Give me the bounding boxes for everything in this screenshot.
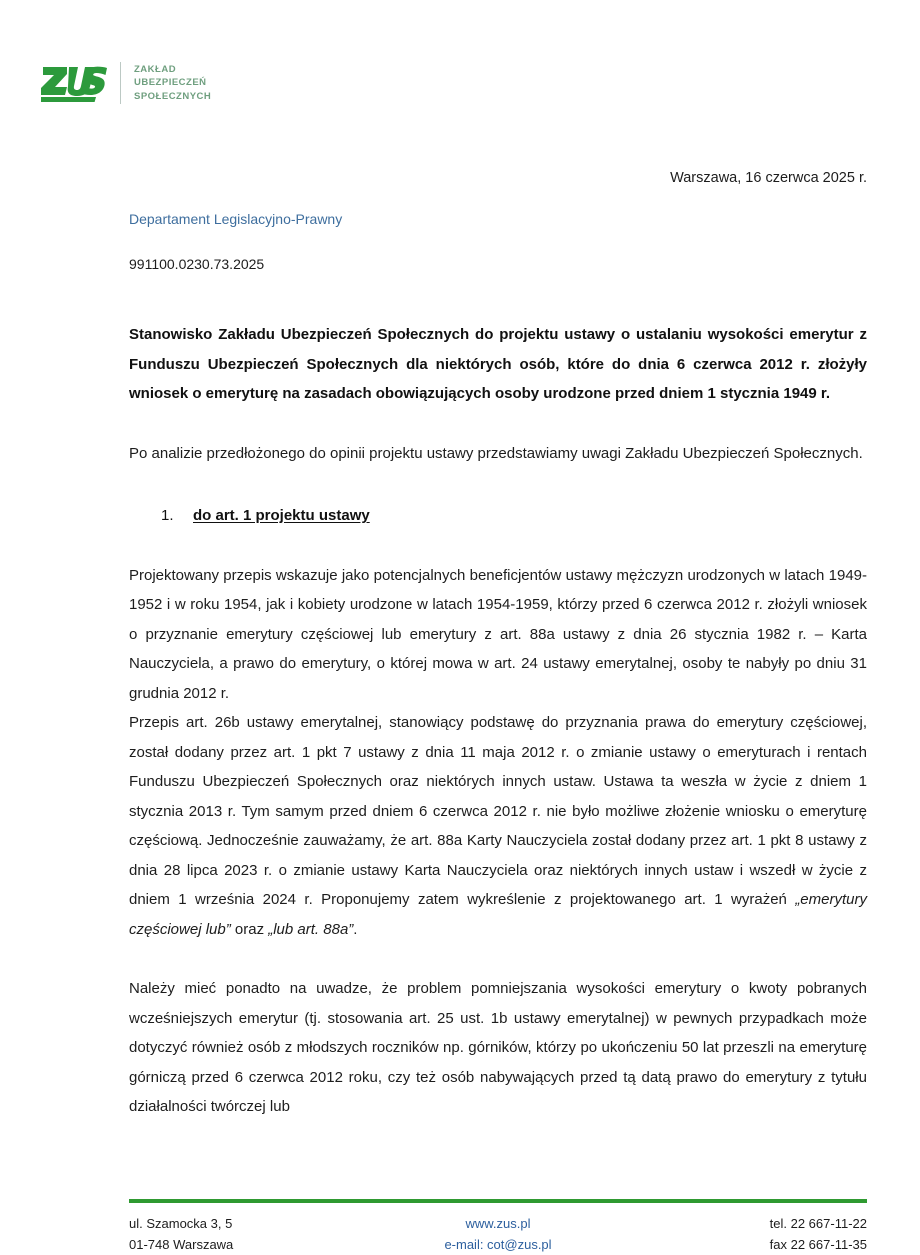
- tagline-line-2: UBEZPIECZEŃ: [134, 77, 207, 89]
- footer-phone: tel. 22 667-11-22: [769, 1216, 867, 1231]
- department-line: Departament Legislacyjno-Prawny: [129, 211, 343, 227]
- footer-divider: [129, 1199, 867, 1203]
- section-label: do art. 1 projektu ustawy: [193, 507, 370, 524]
- footer-fax: fax 22 667-11-35: [769, 1237, 867, 1252]
- document-content: [129, 0, 867, 1122]
- date-line: Warszawa, 16 czerwca 2025 r.: [670, 170, 867, 186]
- footer-address: [129, 1213, 375, 1255]
- reference-number: 991100.0230.73.2025: [129, 256, 265, 272]
- footer-address-city: 01-748 Warszawa: [129, 1237, 234, 1252]
- section-heading-1: [161, 501, 867, 531]
- body-paragraph-2: [129, 708, 867, 944]
- paragraph-2-text-c: .: [353, 920, 358, 938]
- footer-web: [375, 1213, 621, 1255]
- paragraph-2-quote-1: „emerytury częściowej lub”: [129, 891, 867, 938]
- page-footer: [129, 1199, 867, 1255]
- footer-columns: [129, 1213, 867, 1255]
- paragraph-2-text-b: oraz: [230, 920, 269, 938]
- footer-contact: [621, 1213, 867, 1255]
- page-title: Stanowisko Zakładu Ubezpieczeń Społecznych do projektu ustawy o ustalaniu wysokości emerytur z Funduszu Ubezpieczeń Społecznych dla niektórych osób, które do dnia 6 czerwca 2012 r. złożyły wniosek o emeryturę na zasadach obowiązujących osoby urodzone przed dniem 1 stycznia 1949 r.: [129, 326, 867, 402]
- zus-logo-icon: [40, 62, 108, 104]
- footer-website-link[interactable]: www.zus.pl: [465, 1216, 531, 1231]
- footer-address-street: ul. Szamocka 3, 5: [129, 1216, 233, 1231]
- body-paragraph-3: Należy mieć ponadto na uwadze, że problem pomniejszania wysokości emerytury o kwoty pobranych wcześniejszych emerytur (tj. stosowania art. 25 ust. 1b ustawy emerytalnej) w pewnych przypadkach może dotyczyć również osób z młodszych roczników np. górników, którzy po ukończeniu 50 lat przeszli na emeryturę górniczą przed 6 czerwca 2012 roku, czy też osób nabywających przed tą datą prawo do emerytury z tytułu działalności twórczej lub: [129, 980, 867, 1115]
- section-number: 1.: [161, 507, 174, 524]
- paragraph-2-quote-2: „lub art. 88a”: [268, 920, 354, 938]
- intro-paragraph: Po analizie przedłożonego do opinii projektu ustawy przedstawiamy uwagi Zakładu Ubezpieczeń Społecznych.: [129, 444, 863, 462]
- tagline-line-3: SPOŁECZNYCH: [134, 90, 212, 102]
- letterhead-divider: [120, 62, 121, 104]
- paragraph-2-text-a: Przepis art. 26b ustawy emerytalnej, stanowiący podstawę do przyznania prawa do emerytury częściowej, został dodany przez art. 1 pkt 7 ustawy z dnia 11 maja 2012 r. o zmianie ustawy o emeryturach i rentach Funduszu Ubezpieczeń Społecznych oraz niektórych innych ustaw. Ustawa ta weszła w życie z dniem 1 stycznia 2013 r. Tym samym przed dniem 6 czerwca 2012 r. nie było możliwe złożenie wniosku o emeryturę częściową. Jednocześnie zauważamy, że art. 88a Karty Nauczyciela został dodany przez art. 1 pkt 8 ustawy z dnia 28 lipca 2023 r. o zmianie ustawy Karta Nauczyciela oraz niektórych innych ustaw i wszedł w życie z dniem 1 września 2024 r. Proponujemy zatem wykreślenie z projektowanego art. 1 wyrażeń: [129, 714, 867, 908]
- footer-email-link[interactable]: e-mail: cot@zus.pl: [444, 1237, 552, 1252]
- tagline-line-1: ZAKŁAD: [134, 63, 177, 75]
- body-paragraph-1: Projektowany przepis wskazuje jako potencjalnych beneficjentów ustawy mężczyzn urodzonych w latach 1949-1952 i w roku 1954, jak i kobiety urodzone w latach 1954-1959, którzy przed 6 czerwca 2012 r. złożyli wniosek o przyznanie emerytury częściowej lub emerytury z art. 88a ustawy z dnia 26 stycznia 1982 r. – Karta Nauczyciela, a prawo do emerytury, o której mowa w art. 24 ustawy emerytalnej, osoby te nabyły po dniu 31 grudnia 2012 r.: [129, 566, 867, 702]
